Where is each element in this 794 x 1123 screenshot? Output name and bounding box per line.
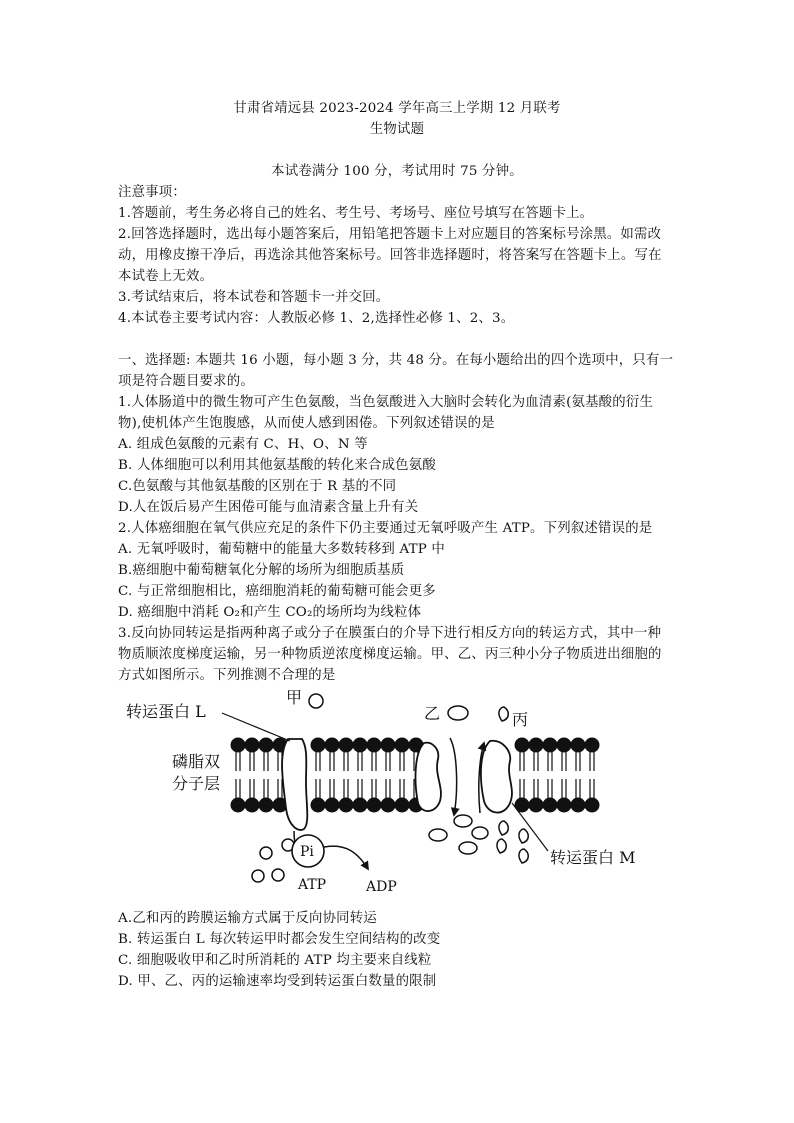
question-1-stem: 1.人体肠道中的微生物可产生色氨酸，当色氨酸进入大脑时会转化为血清素(氨基酸的衍生 [118, 395, 654, 410]
phospholipid-bilayer-middle [311, 738, 423, 812]
note-line: 3.考试结束后，将本试卷和答题卡一并交回。 [118, 290, 390, 305]
phospholipid-head [367, 798, 381, 812]
question-3-stem: 物质顺浓度梯度运输，另一种物质逆浓度梯度运输。甲、乙、丙三种小分子物质进出细胞的 [118, 647, 662, 662]
section-heading: 一、选择题: 本题共 16 小题，每小题 3 分，共 48 分。在每小题给出的四个选项中，只有一 [118, 353, 674, 368]
phospholipid-head [231, 798, 245, 812]
phospholipid-head [515, 738, 529, 752]
label-jia: 甲 [286, 688, 303, 707]
transport-protein-m [481, 741, 512, 813]
question-3-stem: 方式如图所示。下列推测不合理的是 [118, 668, 336, 683]
phospholipid-bilayer-left [231, 738, 287, 812]
notes-heading: 注意事项： [118, 185, 186, 200]
phospholipid-head [557, 738, 571, 752]
phospholipid-head [259, 738, 273, 752]
question-3-stem: 3.反向协同转运是指两种离子或分子在膜蛋白的介导下进行相反方向的转运方式，其中一种 [118, 626, 662, 641]
exam-info: 本试卷满分 100 分，考试用时 75 分钟。 [271, 164, 523, 179]
question-1-option-b: B. 人体细胞可以利用其他氨基酸的转化来合成色氨酸 [118, 458, 436, 473]
phospholipid-head [325, 798, 339, 812]
label-adp: ADP [366, 879, 397, 895]
question-3-option-a: A.乙和丙的跨膜运输方式属于反向协同转运 [118, 911, 377, 926]
phospholipid-head [529, 798, 543, 812]
phospholipid-head [231, 738, 245, 752]
question-2-option-d: D. 癌细胞中消耗 O₂和产生 CO₂的场所均为线粒体 [118, 605, 422, 620]
label-bilayer-2: 分子层 [172, 774, 221, 793]
membrane-transport-diagram [118, 683, 678, 905]
label-atp: ATP [298, 877, 327, 893]
label-bilayer-1: 磷脂双 [172, 752, 221, 771]
note-line: 动，用橡皮擦干净后，再选涂其他答案标号。回答非选择题时，将答案写在答题卡上。写在 [118, 248, 662, 263]
note-line: 2.回答选择题时，选出每小题答案后，用铅笔把答题卡上对应题目的答案标号涂黑。如需改 [118, 227, 662, 242]
transport-protein-yi [416, 743, 441, 811]
note-line: 1.答题前，考生务必将自己的姓名、考生号、考场号、座位号填写在答题卡上。 [118, 206, 594, 221]
question-3-option-b: B. 转运蛋白 L 每次转运甲时都会发生空间结构的改变 [118, 932, 441, 947]
note-line: 本试卷上无效。 [118, 269, 214, 284]
question-2-option-a: A. 无氧呼吸时，葡萄糖中的能量大多数转移到 ATP 中 [118, 542, 445, 557]
subject-title: 生物试题 [369, 122, 425, 137]
question-3-option-c: C. 细胞吸收甲和乙时所消耗的 ATP 均主要来自线粒 [118, 953, 432, 968]
label-transport-protein-m: 转运蛋白 M [550, 848, 636, 867]
label-pi: Pi [300, 844, 314, 860]
section-heading: 项是符合题目要求的。 [118, 374, 254, 389]
phospholipid-head [557, 798, 571, 812]
question-1-stem: 物),使机体产生饱腹感，从而使人感到困倦。下列叙述错误的是 [118, 416, 495, 431]
question-1-option-d: D.人在饭后易产生困倦可能与血清素含量上升有关 [118, 500, 419, 515]
question-2-option-b: B.癌细胞中葡萄糖氧化分解的场所为细胞质基质 [118, 563, 405, 578]
phospholipid-head [395, 798, 409, 812]
question-2-stem: 2.人体癌细胞在氧气供应充足的条件下仍主要通过无氧呼吸产生 ATP。下列叙述错误的是 [118, 521, 653, 536]
note-line: 4.本试卷主要考试内容：人教版必修 1、2,选择性必修 1、2、3。 [118, 311, 515, 326]
question-1-option-c: C.色氨酸与其他氨基酸的区别在于 R 基的不同 [118, 479, 397, 494]
phospholipid-head [353, 738, 367, 752]
document-title: 甘肃省靖远县 2023-2024 学年高三上学期 12 月联考 [233, 101, 561, 116]
phospholipid-head [339, 738, 353, 752]
phospholipid-head [245, 798, 259, 812]
question-2-option-c: C. 与正常细胞相比，癌细胞消耗的葡萄糖可能会更多 [118, 584, 436, 599]
phospholipid-head [339, 798, 353, 812]
phospholipid-head [259, 798, 273, 812]
transport-protein-l [282, 739, 307, 830]
phospholipid-head [395, 738, 409, 752]
phospholipid-head [381, 738, 395, 752]
question-3-option-d: D. 甲、乙、丙的运输速率均受到转运蛋白数量的限制 [118, 974, 437, 989]
phospholipid-head [543, 738, 557, 752]
label-transport-protein-l: 转运蛋白 L [126, 702, 206, 721]
phospholipid-head [529, 738, 543, 752]
phospholipid-bilayer-right [515, 738, 599, 812]
label-bing: 丙 [512, 710, 529, 729]
phospholipid-head [543, 798, 557, 812]
phospholipid-head [353, 798, 367, 812]
phospholipid-head [325, 738, 339, 752]
phospholipid-head [585, 798, 599, 812]
phospholipid-head [381, 798, 395, 812]
phospholipid-head [367, 738, 381, 752]
question-1-option-a: A. 组成色氨酸的元素有 C、H、O、N 等 [118, 437, 368, 452]
label-yi: 乙 [424, 704, 441, 723]
phospholipid-head [311, 798, 325, 812]
phospholipid-head [571, 738, 585, 752]
phospholipid-head [571, 798, 585, 812]
phospholipid-head [245, 738, 259, 752]
phospholipid-head [311, 738, 325, 752]
phospholipid-head [585, 738, 599, 752]
